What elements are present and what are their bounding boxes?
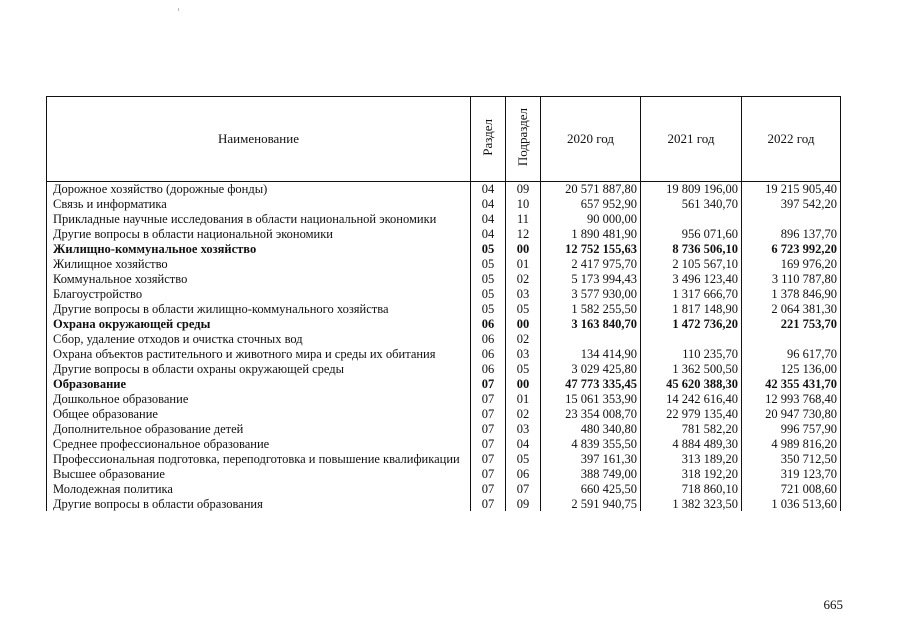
row-razdel: 07 — [471, 377, 506, 392]
row-name: Сбор, удаление отходов и очистка сточных вод — [47, 332, 471, 347]
row-name: Коммунальное хозяйство — [47, 272, 471, 287]
row-value-2022: 221 753,70 — [742, 317, 841, 332]
row-podrazdel: 06 — [506, 467, 541, 482]
header-razdel: Раздел — [471, 97, 506, 182]
table-row — [47, 257, 841, 272]
row-name: Охрана объектов растительного и животного мира и среды их обитания — [47, 347, 471, 362]
row-value-2021 — [641, 332, 742, 347]
row-value-2021: 1 362 500,50 — [641, 362, 742, 377]
table-row — [47, 212, 841, 227]
row-value-2021: 8 736 506,10 — [641, 242, 742, 257]
row-razdel: 06 — [471, 332, 506, 347]
row-value-2021: 3 496 123,40 — [641, 272, 742, 287]
row-name: Дорожное хозяйство (дорожные фонды) — [47, 182, 471, 198]
row-podrazdel: 03 — [506, 287, 541, 302]
row-value-2021: 4 884 489,30 — [641, 437, 742, 452]
table-row — [47, 437, 841, 452]
row-razdel: 07 — [471, 482, 506, 497]
row-value-2020: 23 354 008,70 — [541, 407, 641, 422]
row-name: Другие вопросы в области жилищно-коммунального хозяйства — [47, 302, 471, 317]
row-razdel: 07 — [471, 437, 506, 452]
row-value-2021: 956 071,60 — [641, 227, 742, 242]
header-2022: 2022 год — [742, 97, 841, 182]
table-row — [47, 377, 841, 392]
row-podrazdel: 00 — [506, 242, 541, 257]
row-value-2020: 47 773 335,45 — [541, 377, 641, 392]
row-podrazdel: 11 — [506, 212, 541, 227]
row-name: Среднее профессиональное образование — [47, 437, 471, 452]
table-row — [47, 347, 841, 362]
row-name: Высшее образование — [47, 467, 471, 482]
row-podrazdel: 10 — [506, 197, 541, 212]
row-value-2021: 2 105 567,10 — [641, 257, 742, 272]
row-podrazdel: 12 — [506, 227, 541, 242]
table-row — [47, 452, 841, 467]
row-razdel: 06 — [471, 347, 506, 362]
row-value-2021: 45 620 388,30 — [641, 377, 742, 392]
table-row — [47, 272, 841, 287]
row-razdel: 05 — [471, 272, 506, 287]
row-value-2020: 90 000,00 — [541, 212, 641, 227]
row-value-2020: 12 752 155,63 — [541, 242, 641, 257]
header-2020: 2020 год — [541, 97, 641, 182]
table-row — [47, 197, 841, 212]
row-value-2022: 169 976,20 — [742, 257, 841, 272]
row-value-2021: 1 317 666,70 — [641, 287, 742, 302]
table-row — [47, 287, 841, 302]
row-value-2021: 1 382 323,50 — [641, 497, 742, 511]
row-razdel: 06 — [471, 317, 506, 332]
row-podrazdel: 09 — [506, 182, 541, 198]
row-podrazdel: 01 — [506, 257, 541, 272]
row-value-2020: 5 173 994,43 — [541, 272, 641, 287]
row-value-2022: 721 008,60 — [742, 482, 841, 497]
row-value-2021: 313 189,20 — [641, 452, 742, 467]
row-value-2021: 781 582,20 — [641, 422, 742, 437]
row-name: Общее образование — [47, 407, 471, 422]
row-value-2022: 12 993 768,40 — [742, 392, 841, 407]
row-podrazdel: 03 — [506, 347, 541, 362]
row-value-2020: 657 952,90 — [541, 197, 641, 212]
row-value-2020: 2 591 940,75 — [541, 497, 641, 511]
row-razdel: 05 — [471, 257, 506, 272]
row-value-2022 — [742, 212, 841, 227]
row-podrazdel: 07 — [506, 482, 541, 497]
row-value-2020: 15 061 353,90 — [541, 392, 641, 407]
table-row — [47, 497, 841, 511]
row-podrazdel: 04 — [506, 437, 541, 452]
row-name: Дополнительное образование детей — [47, 422, 471, 437]
table-row — [47, 392, 841, 407]
row-podrazdel: 00 — [506, 317, 541, 332]
row-razdel: 05 — [471, 302, 506, 317]
row-value-2020: 660 425,50 — [541, 482, 641, 497]
row-value-2021: 110 235,70 — [641, 347, 742, 362]
row-value-2022: 20 947 730,80 — [742, 407, 841, 422]
row-value-2022: 6 723 992,20 — [742, 242, 841, 257]
header-podrazdel: Подраздел — [506, 97, 541, 182]
table-header — [47, 97, 841, 182]
row-name: Профессиональная подготовка, переподготовка и повышение квалификации — [47, 452, 471, 467]
row-razdel: 04 — [471, 182, 506, 198]
row-podrazdel: 00 — [506, 377, 541, 392]
row-value-2020: 1 890 481,90 — [541, 227, 641, 242]
row-name: Другие вопросы в области охраны окружающей среды — [47, 362, 471, 377]
row-value-2022: 1 036 513,60 — [742, 497, 841, 511]
row-value-2020: 1 582 255,50 — [541, 302, 641, 317]
row-razdel: 07 — [471, 392, 506, 407]
table-row — [47, 227, 841, 242]
row-name: Образование — [47, 377, 471, 392]
row-value-2021: 1 817 148,90 — [641, 302, 742, 317]
row-value-2022: 42 355 431,70 — [742, 377, 841, 392]
table-row — [47, 242, 841, 257]
row-name: Молодежная политика — [47, 482, 471, 497]
row-name: Связь и информатика — [47, 197, 471, 212]
row-podrazdel: 05 — [506, 302, 541, 317]
row-value-2021: 561 340,70 — [641, 197, 742, 212]
header-name: Наименование — [47, 97, 471, 182]
table-row — [47, 302, 841, 317]
row-value-2022: 319 123,70 — [742, 467, 841, 482]
row-value-2022: 996 757,90 — [742, 422, 841, 437]
header-2021: 2021 год — [641, 97, 742, 182]
row-name: Жилищное хозяйство — [47, 257, 471, 272]
row-razdel: 04 — [471, 197, 506, 212]
row-value-2020: 3 029 425,80 — [541, 362, 641, 377]
row-value-2020: 397 161,30 — [541, 452, 641, 467]
row-value-2021: 1 472 736,20 — [641, 317, 742, 332]
row-value-2020: 134 414,90 — [541, 347, 641, 362]
row-value-2020 — [541, 332, 641, 347]
row-name: Жилищно-коммунальное хозяйство — [47, 242, 471, 257]
row-razdel: 04 — [471, 227, 506, 242]
row-razdel: 07 — [471, 422, 506, 437]
budget-table — [46, 96, 841, 511]
row-razdel: 07 — [471, 467, 506, 482]
row-value-2022: 3 110 787,80 — [742, 272, 841, 287]
row-razdel: 06 — [471, 362, 506, 377]
row-value-2022: 125 136,00 — [742, 362, 841, 377]
row-name: Другие вопросы в области образования — [47, 497, 471, 511]
row-value-2022: 2 064 381,30 — [742, 302, 841, 317]
row-value-2020: 388 749,00 — [541, 467, 641, 482]
table-row — [47, 182, 841, 198]
scan-mark — [178, 8, 179, 11]
row-value-2020: 20 571 887,80 — [541, 182, 641, 198]
row-name: Охрана окружающей среды — [47, 317, 471, 332]
row-podrazdel: 05 — [506, 362, 541, 377]
row-podrazdel: 03 — [506, 422, 541, 437]
table-row — [47, 407, 841, 422]
table-row — [47, 332, 841, 347]
row-value-2021: 718 860,10 — [641, 482, 742, 497]
table-row — [47, 467, 841, 482]
row-value-2021: 318 192,20 — [641, 467, 742, 482]
page-number: 665 — [823, 597, 843, 612]
row-podrazdel: 02 — [506, 332, 541, 347]
row-value-2020: 2 417 975,70 — [541, 257, 641, 272]
row-razdel: 05 — [471, 242, 506, 257]
row-podrazdel: 05 — [506, 452, 541, 467]
table-row — [47, 362, 841, 377]
row-value-2022: 96 617,70 — [742, 347, 841, 362]
row-value-2022: 397 542,20 — [742, 197, 841, 212]
row-name: Другие вопросы в области национальной экономики — [47, 227, 471, 242]
table-row — [47, 482, 841, 497]
row-name: Прикладные научные исследования в области национальной экономики — [47, 212, 471, 227]
row-name: Благоустройство — [47, 287, 471, 302]
row-value-2021: 22 979 135,40 — [641, 407, 742, 422]
row-value-2022: 896 137,70 — [742, 227, 841, 242]
row-value-2022: 350 712,50 — [742, 452, 841, 467]
row-razdel: 07 — [471, 497, 506, 511]
row-podrazdel: 01 — [506, 392, 541, 407]
table-row — [47, 317, 841, 332]
row-value-2022: 4 989 816,20 — [742, 437, 841, 452]
row-value-2020: 4 839 355,50 — [541, 437, 641, 452]
row-razdel: 07 — [471, 452, 506, 467]
row-podrazdel: 02 — [506, 272, 541, 287]
row-razdel: 05 — [471, 287, 506, 302]
row-value-2020: 480 340,80 — [541, 422, 641, 437]
row-value-2020: 3 577 930,00 — [541, 287, 641, 302]
row-value-2022 — [742, 332, 841, 347]
row-podrazdel: 09 — [506, 497, 541, 511]
row-value-2022: 1 378 846,90 — [742, 287, 841, 302]
row-value-2022: 19 215 905,40 — [742, 182, 841, 198]
row-razdel: 04 — [471, 212, 506, 227]
row-podrazdel: 02 — [506, 407, 541, 422]
row-razdel: 07 — [471, 407, 506, 422]
row-value-2021: 14 242 616,40 — [641, 392, 742, 407]
row-value-2021: 19 809 196,00 — [641, 182, 742, 198]
row-value-2021 — [641, 212, 742, 227]
row-value-2020: 3 163 840,70 — [541, 317, 641, 332]
table-row — [47, 422, 841, 437]
row-name: Дошкольное образование — [47, 392, 471, 407]
